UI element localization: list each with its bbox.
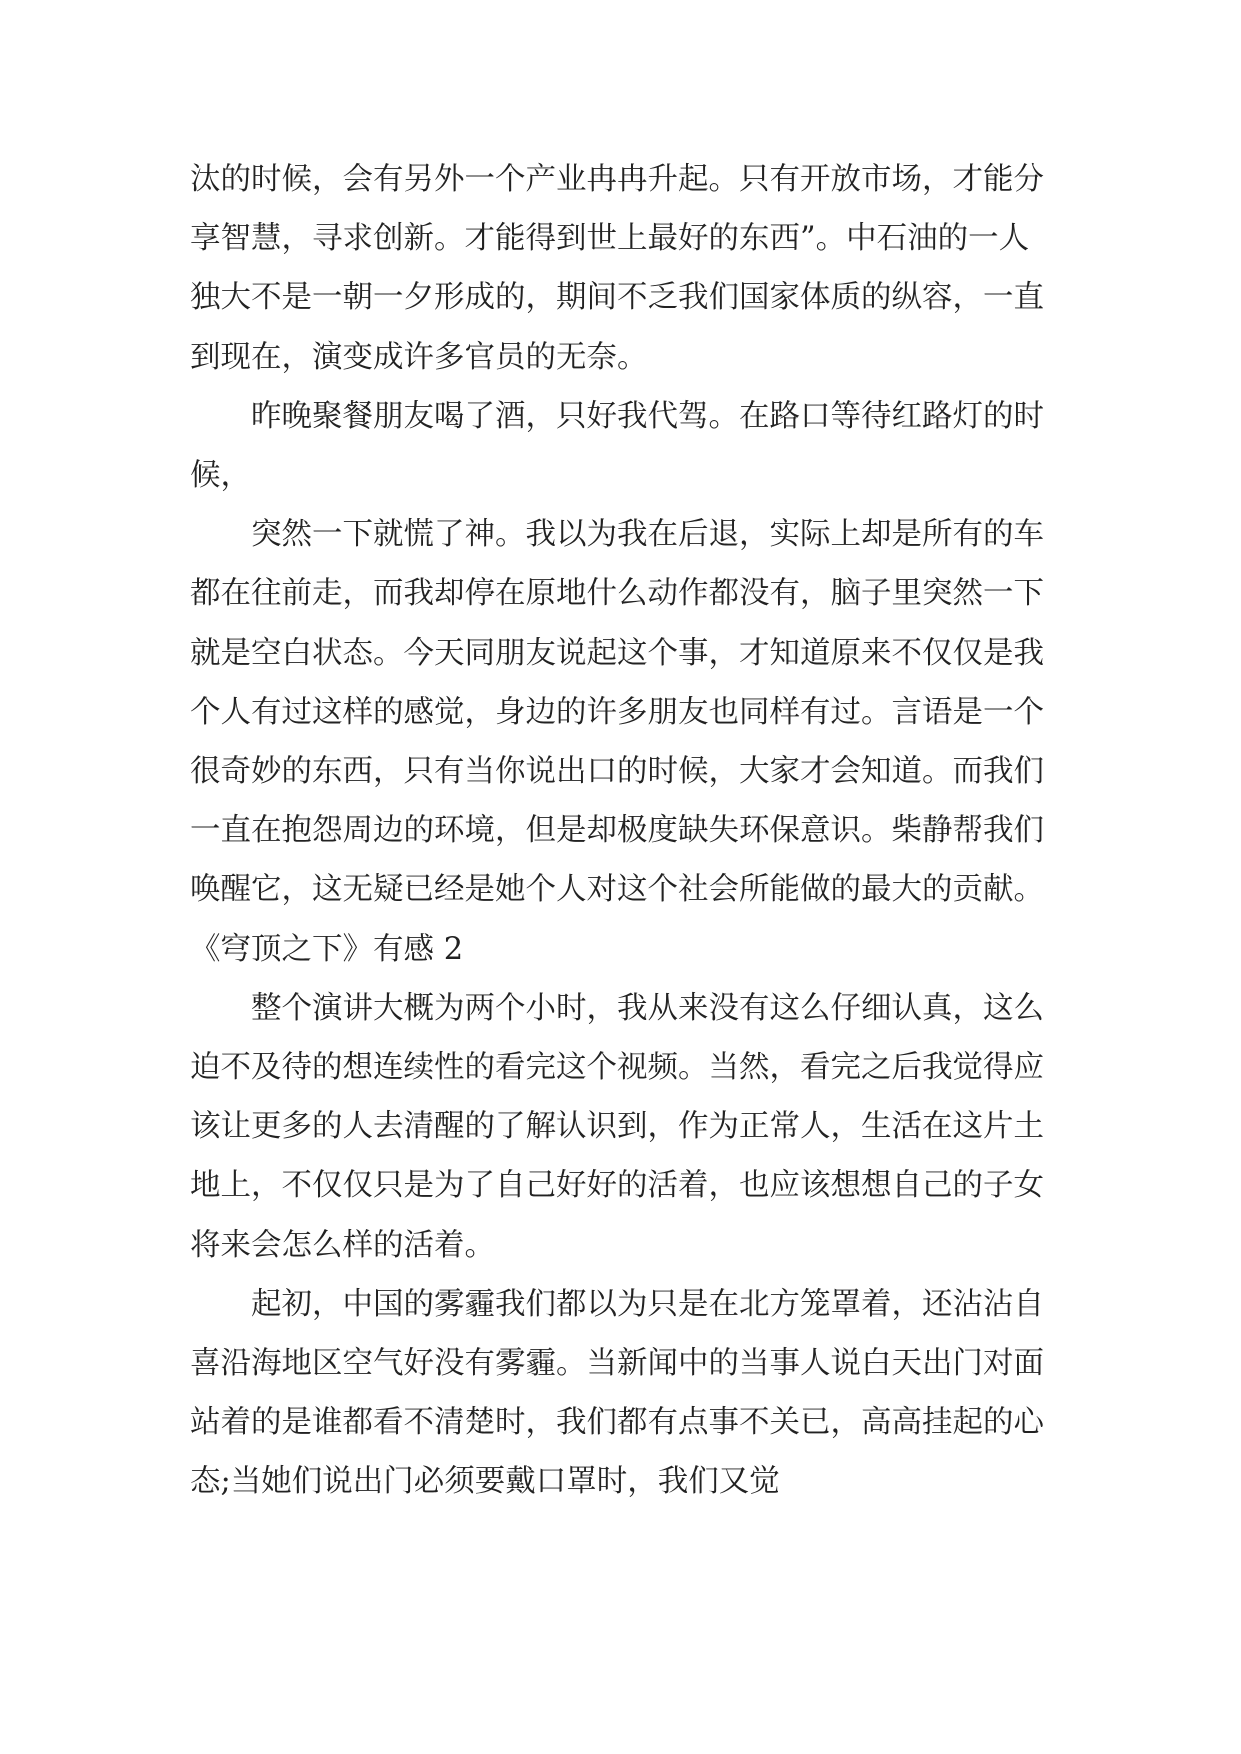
document-body [190,150,1052,1512]
paragraph: 昨晚聚餐朋友喝了酒，只好我代驾。在路口等待红路灯的时候， [190,398,1044,494]
section-heading: 《穹顶之下》有感 2 [190,931,464,967]
paragraph-continued: 汰的时候，会有另外一个产业冉冉升起。只有开放市场，才能分享智慧，寻求创新。才能得到世上最好的东西”。中石油的一人独大不是一朝一夕形成的，期间不乏我们国家体质的纵容，一直到现在，演变成许多官员的无奈。 [190,162,1044,375]
paragraph: 起初，中国的雾霾我们都以为只是在北方笼罩着，还沾沾自喜沿海地区空气好没有雾霾。当新闻中的当事人说白天出门对面站着的是谁都看不清楚时，我们都有点事不关已，高高挂起的心态;当她们说出门必须要戴口罩时，我们又觉 [190,1286,1044,1500]
paragraph: 突然一下就慌了神。我以为我在后退，实际上却是所有的车都在往前走，而我却停在原地什么动作都没有，脑子里突然一下就是空白状态。今天同朋友说起这个事，才知道原来不仅仅是我个人有过这样的感觉，身边的许多朋友也同样有过。言语是一个很奇妙的东西，只有当你说出口的时候，大家才会知道。而我们一直在抱怨周边的环境，但是却极度缺失环保意识。柴静帮我们唤醒它，这无疑已经是她个人对这个社会所能做的最大的贡献。 [190,517,1044,908]
paragraph: 整个演讲大概为两个小时，我从来没有这么仔细认真，这么迫不及待的想连续性的看完这个视频。当然，看完之后我觉得应该让更多的人去清醒的了解认识到，作为正常人，生活在这片土地上，不仅仅只是为了自己好好的活着，也应该想想自己的子女将来会怎么样的活着。 [190,990,1044,1263]
